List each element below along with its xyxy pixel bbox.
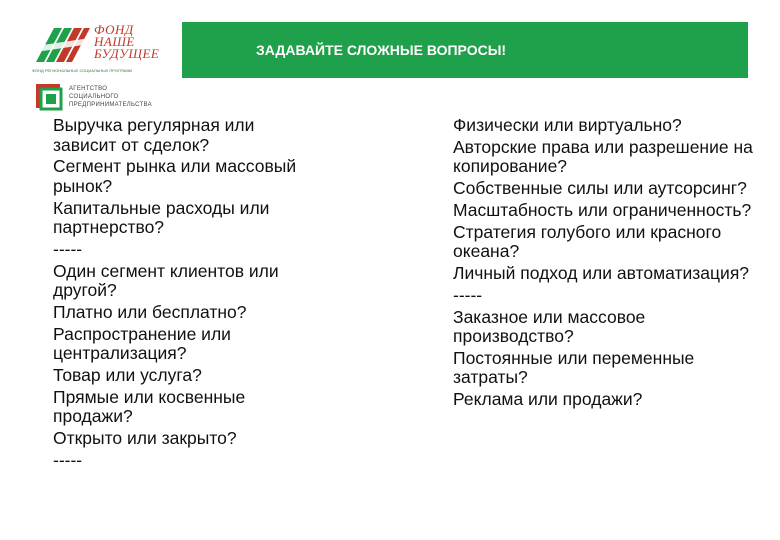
list-item: Прямые или косвенные продажи? — [53, 386, 246, 427]
list-item: Товар или услуга? — [53, 365, 202, 386]
list-item: Физически или виртуально? — [453, 115, 682, 135]
fond-logo-line3: БУДУЩЕЕ — [94, 46, 160, 61]
list-item: Постоянные или переменные затраты? — [453, 347, 695, 388]
agency-logo-text — [69, 85, 152, 109]
fond-logo-line2: НАШЕ — [94, 34, 135, 49]
list-item: Один сегмент клиентов или другой? — [53, 260, 279, 301]
list-separator: ----- — [53, 449, 83, 470]
list-item: Реклама или продажи? — [453, 389, 643, 410]
agency-logo-line1: АГЕНТСТВО — [69, 86, 108, 92]
right-question-list — [453, 116, 753, 412]
list-item: Капитальные расходы или партнерство? — [53, 197, 270, 238]
list-item: Авторские права или разрешение на копирование? — [453, 136, 753, 177]
agency-logo — [35, 83, 175, 115]
list-item: Масштабность или ограниченность? — [453, 199, 752, 220]
fond-logo-stripes-icon — [32, 22, 92, 66]
agency-logo-line2: СОЦИАЛЬНОГО — [69, 94, 119, 100]
fond-logo-tagline: ФОНД РЕГИОНАЛЬНЫХ СОЦИАЛЬНЫХ ПРОГРАММ — [32, 68, 132, 73]
list-separator: ----- — [453, 284, 483, 305]
list-item: Выручка регулярная или зависит от сделок? — [53, 115, 255, 155]
list-item: Заказное или массовое производство? — [453, 306, 646, 347]
list-item: Сегмент рынка или массовый рынок? — [53, 156, 297, 196]
agency-logo-square-icon — [35, 83, 65, 113]
agency-logo-line3: ПРЕДПРИНИМАТЕЛЬСТВА — [69, 102, 152, 108]
left-question-list — [53, 116, 313, 473]
list-item: Распространение или централизация? — [53, 323, 231, 364]
list-item: Собственные силы или аутсорсинг? — [453, 178, 747, 199]
list-item: Стратегия голубого или красного океана? — [453, 221, 722, 262]
list-item: Платно или бесплатно? — [53, 301, 247, 322]
list-item: Личный подход или автоматизация? — [453, 262, 750, 283]
fond-logo-text — [94, 24, 159, 60]
list-separator: ----- — [53, 238, 83, 259]
fond-logo — [32, 22, 162, 78]
list-item: Открыто или закрыто? — [53, 428, 237, 449]
fond-logo-line1: ФОНД — [94, 22, 134, 37]
title-banner — [182, 22, 748, 78]
page-title: ЗАДАВАЙТЕ СЛОЖНЫЕ ВОПРОСЫ! — [256, 42, 507, 58]
